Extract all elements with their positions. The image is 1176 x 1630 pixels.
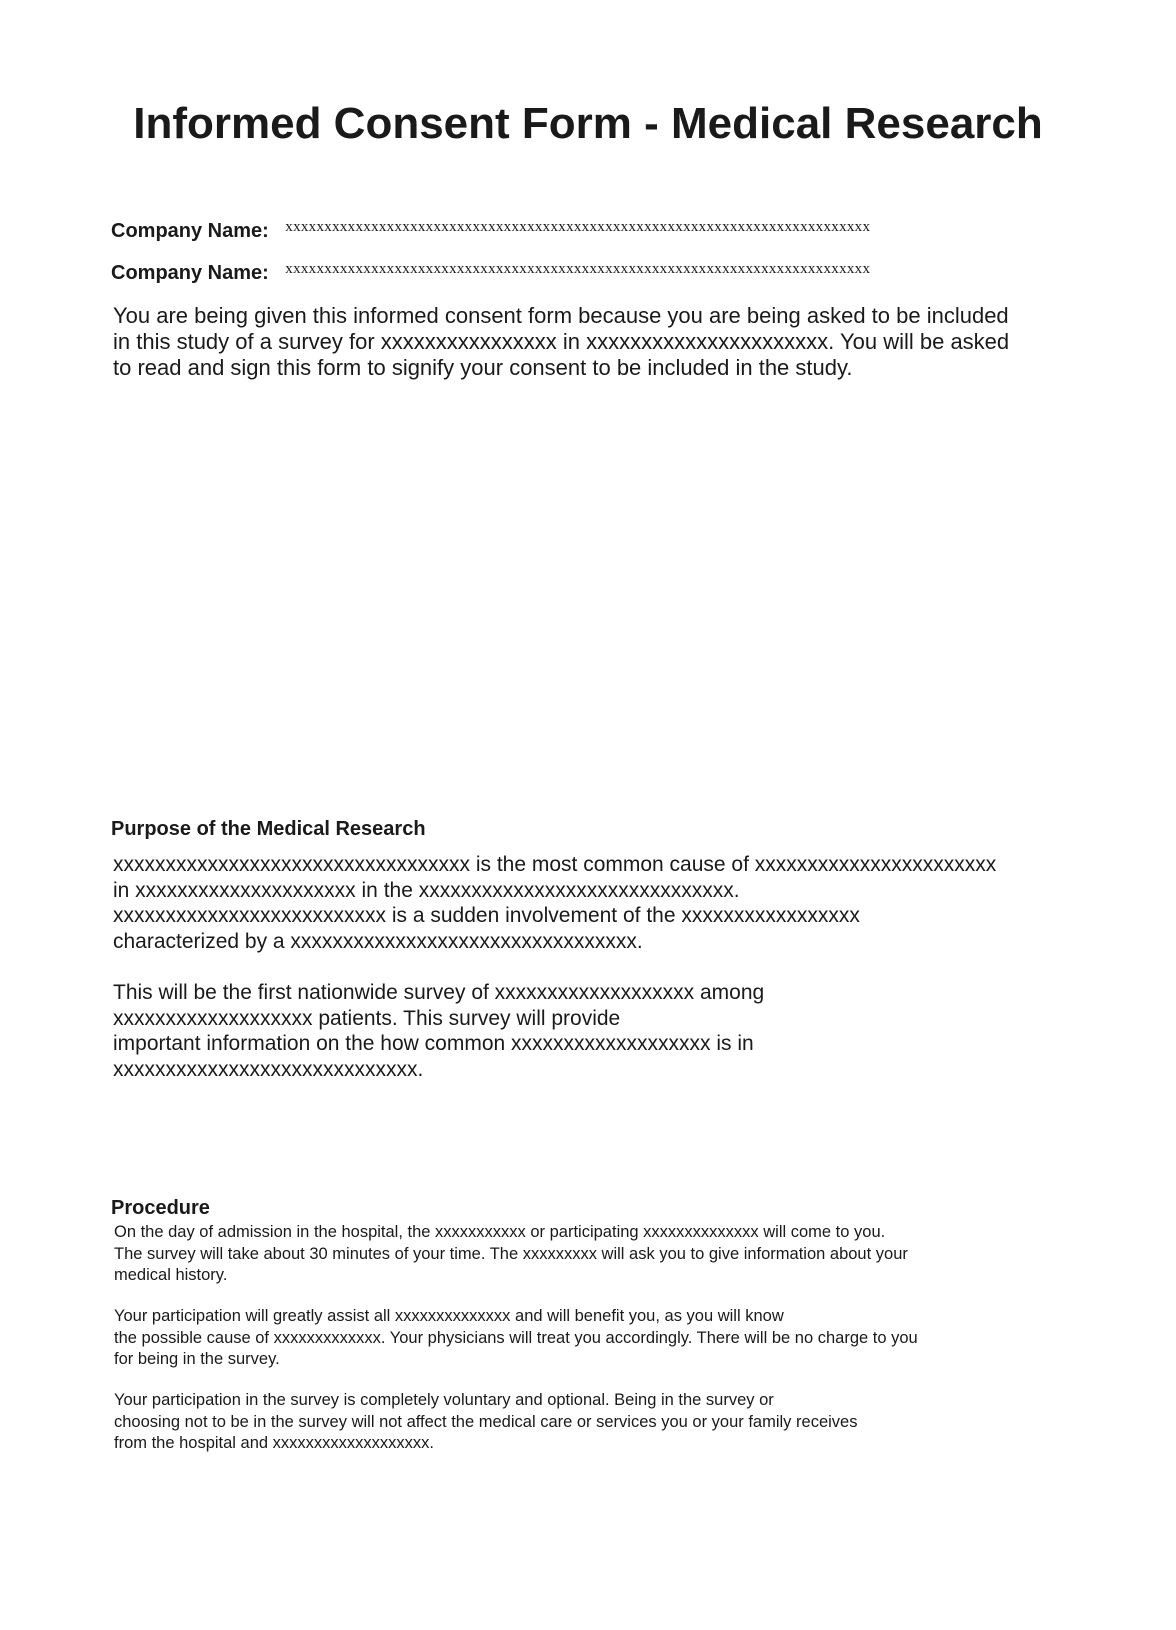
purpose-line: xxxxxxxxxxxxxxxxxxx patients. This survey will provide (113, 1006, 621, 1030)
company-name-field-2 (111, 260, 1091, 286)
purpose-line: important information on the how common xxxxxxxxxxxxxxxxxxx is in (113, 1032, 754, 1055)
purpose-line: xxxxxxxxxxxxxxxxxxxxxxxxxxxxxxxxxx is the most common cause of xxxxxxxxxxxxxxxxxxxxxxx (113, 853, 997, 876)
company-name-value-2: xxxxxxxxxxxxxxxxxxxxxxxxxxxxxxxxxxxxxxxxxxxxxxxxxxxxxxxxxxxxxxxxxxxxxxxxxxx (285, 261, 871, 277)
procedure-paragraph-3 (114, 1390, 1094, 1455)
page-title: Informed Consent Form - Medical Research (133, 99, 1043, 148)
purpose-paragraph-2 (113, 980, 1093, 1082)
procedure-line: for being in the survey. (114, 1350, 280, 1368)
procedure-line: On the day of admission in the hospital, the xxxxxxxxxxx or participating xxxxxxxxxxxxxx will come to you. (114, 1223, 886, 1241)
procedure-line: the possible cause of xxxxxxxxxxxxx. Your physicians will treat you accordingly. There will be no charge to you (114, 1328, 918, 1347)
company-name-value: xxxxxxxxxxxxxxxxxxxxxxxxxxxxxxxxxxxxxxxxxxxxxxxxxxxxxxxxxxxxxxxxxxxxxxxxxxx (285, 219, 871, 235)
intro-line: in this study of a survey for xxxxxxxxxxxxxxxx in xxxxxxxxxxxxxxxxxxxxxx. You will be asked (113, 329, 1010, 354)
procedure-line: Your participation will greatly assist all xxxxxxxxxxxxxx and will benefit you, as you will know (114, 1307, 784, 1325)
purpose-line: in xxxxxxxxxxxxxxxxxxxxx in the xxxxxxxxxxxxxxxxxxxxxxxxxxxxxx. (113, 878, 740, 902)
procedure-line: medical history. (114, 1266, 228, 1284)
purpose-line: xxxxxxxxxxxxxxxxxxxxxxxxxx is a sudden involvement of the xxxxxxxxxxxxxxxxx (113, 904, 860, 927)
purpose-paragraph-1 (113, 852, 1093, 954)
purpose-line: xxxxxxxxxxxxxxxxxxxxxxxxxxxxx. (113, 1057, 424, 1081)
intro-line: You are being given this informed consent form because you are being asked to be included (113, 303, 1009, 328)
procedure-heading: Procedure (111, 1197, 210, 1219)
procedure-line: choosing not to be in the survey will not affect the medical care or services you or your family receives (114, 1412, 858, 1431)
procedure-paragraph-1 (114, 1222, 1094, 1287)
purpose-line: characterized by a xxxxxxxxxxxxxxxxxxxxxxxxxxxxxxxxx. (113, 929, 643, 953)
procedure-paragraph-2 (114, 1306, 1094, 1371)
intro-line: to read and sign this form to signify your consent to be included in the study. (113, 355, 853, 380)
purpose-line: This will be the first nationwide survey of xxxxxxxxxxxxxxxxxxx among (113, 981, 765, 1004)
purpose-heading: Purpose of the Medical Research (111, 818, 426, 840)
procedure-line: from the hospital and xxxxxxxxxxxxxxxxxxx. (114, 1434, 435, 1452)
procedure-line: Your participation in the survey is completely voluntary and optional. Being in the survey or (114, 1391, 774, 1409)
procedure-line: The survey will take about 30 minutes of your time. The xxxxxxxxx will ask you to give information about your (114, 1244, 908, 1263)
company-name-label-2: Company Name: (111, 262, 269, 284)
company-name-field (111, 218, 1091, 244)
intro-paragraph (113, 303, 1083, 381)
company-name-label: Company Name: (111, 220, 269, 242)
